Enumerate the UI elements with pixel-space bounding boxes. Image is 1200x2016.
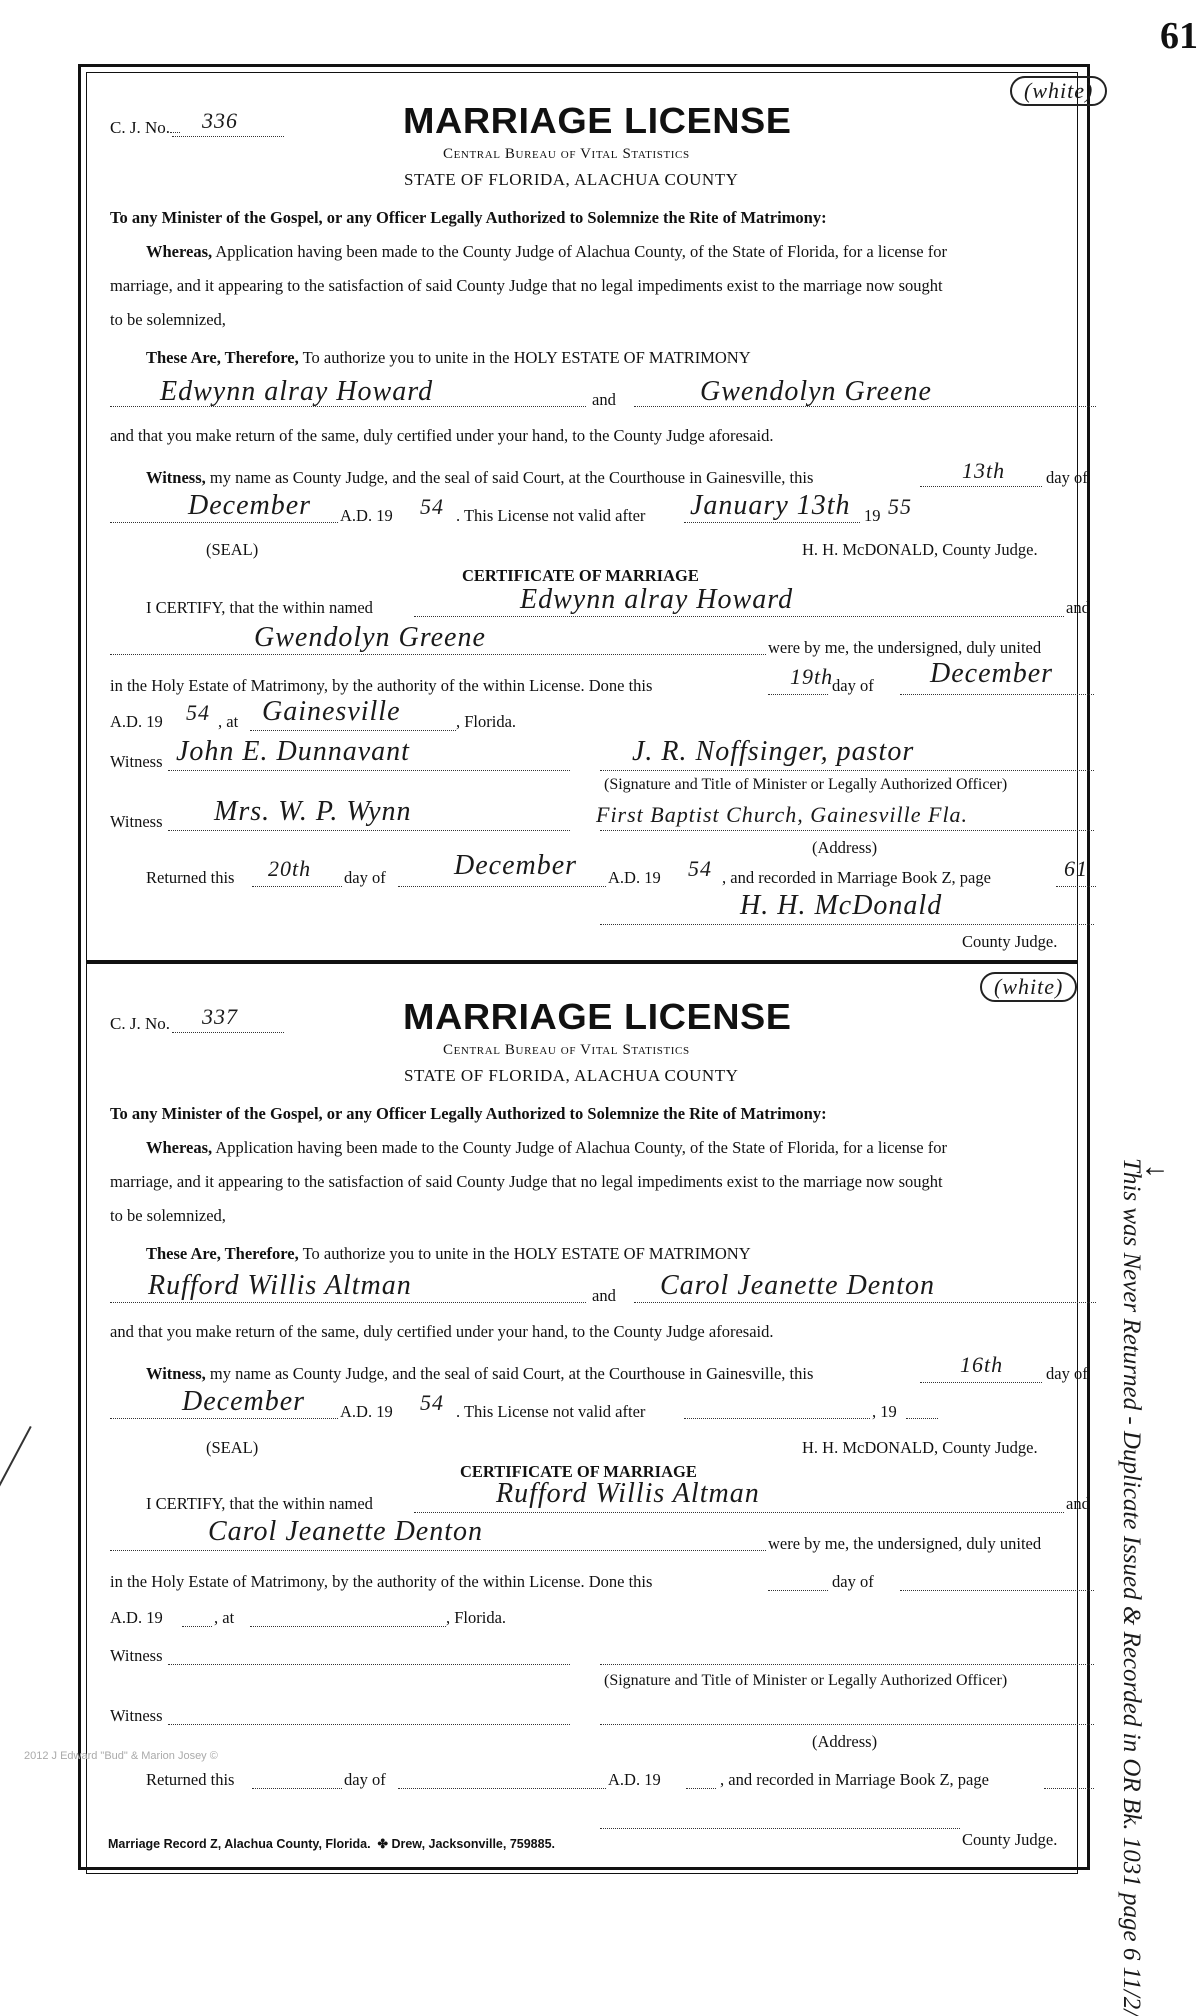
issue-day-2: 16th: [960, 1352, 1004, 1377]
groom-name: Edwynn alray Howard: [160, 376, 434, 407]
witness-text: my name as County Judge, and the seal of said Court, at the Courthouse in Gainesville, this: [209, 468, 814, 487]
cj-number: 336: [202, 108, 238, 133]
witness-2-label-2: Witness: [110, 1706, 163, 1725]
day-of-2: day of: [1046, 1364, 1088, 1383]
sig-caption: (Signature and Title of Minister or Legally Authorized Officer): [604, 776, 1008, 793]
whereas-label: Whereas,: [146, 242, 213, 261]
recorded-text: , and recorded in Marriage Book Z, page: [722, 868, 991, 887]
cert-bride-2: Carol Jeanette Denton: [208, 1516, 484, 1547]
issue-ad: [340, 506, 393, 526]
these-are-line: [146, 348, 751, 368]
margin-stroke: [0, 1426, 32, 1524]
judge-name: H. H. McDONALD, County Judge.: [802, 540, 1038, 559]
license-title-2: MARRIAGE LICENSE: [403, 996, 792, 1037]
these-are-line-2: [146, 1244, 751, 1264]
return-line-2: and that you make return of the same, duly certified under your hand, to the County Judge aforesaid.: [110, 1322, 774, 1341]
ad-prefix: A.D. 19: [340, 506, 393, 525]
county-judge-2: County Judge.: [962, 1830, 1058, 1849]
returned-year: 54: [688, 856, 712, 881]
race-note: (white): [1010, 76, 1107, 106]
footer-record: [108, 1836, 555, 1851]
footer-left: Marriage Record Z, Alachua County, Florida.: [108, 1837, 371, 1851]
address-caption-2: (Address): [812, 1732, 878, 1751]
judge-name-2: H. H. McDONALD, County Judge.: [802, 1438, 1038, 1457]
cert-groom-2: Rufford Willis Altman: [496, 1478, 760, 1509]
whereas-text-1-2: Application having been made to the County Judge of Alachua County, of the State of Florida, for a license for: [215, 1138, 947, 1157]
florida-word: , Florida.: [456, 712, 517, 731]
issue-day: 13th: [962, 458, 1006, 483]
certificate-title-2: CERTIFICATE OF MARRIAGE: [460, 1462, 697, 1481]
officiant-name: J. R. Noffsinger, pastor: [632, 736, 915, 767]
returned-day-of: day of: [344, 868, 386, 887]
cert-and: and: [1066, 598, 1090, 617]
returned-this: Returned this: [146, 868, 235, 887]
cert-and-2: and: [1066, 1494, 1090, 1513]
these-are-label: These Are, Therefore,: [146, 348, 299, 367]
florida-word-2: , Florida.: [446, 1608, 507, 1627]
returned-ad: A.D. 19: [608, 868, 661, 887]
address-caption: (Address): [812, 838, 878, 857]
issue-ad-2: A.D. 19: [340, 1402, 393, 1421]
issue-year-2: 54: [420, 1390, 444, 1415]
whereas-line-2: marriage, and it appearing to the satisfaction of said County Judge that no legal impediments exist to the marriage now sought: [110, 276, 943, 295]
cj-number-2: 337: [202, 1004, 238, 1029]
witness-label: Witness,: [146, 468, 206, 487]
witness-label-2: Witness,: [146, 1364, 206, 1383]
to-any-minister: To any Minister of the Gospel, or any Officer Legally Authorized to Solemnize the Rite of Matrimony:: [110, 208, 827, 227]
margin-note: This was Never Returned - Duplicate Issued & Recorded in OR Bk. 1031 page 6 11/2/: [1118, 1158, 1145, 2016]
these-are-label-2: These Are, Therefore,: [146, 1244, 299, 1263]
recorded-page: 61: [1064, 856, 1088, 881]
expire-year: 55: [888, 494, 912, 519]
expire-date: January 13th: [690, 490, 851, 521]
returned-this-2: Returned this: [146, 1770, 235, 1789]
whereas-text-1: Application having been made to the County Judge of Alachua County, of the State of Florida, for a license for: [215, 242, 947, 261]
and-word-2: and: [592, 1286, 616, 1305]
bride-name-2: Carol Jeanette Denton: [660, 1270, 936, 1301]
witness-2-label: Witness: [110, 812, 163, 831]
ad-done-prefix: A.D. 19: [110, 712, 163, 731]
witness-1-label: Witness: [110, 752, 163, 771]
race-note-2: (white): [980, 972, 1077, 1002]
united-text: were by me, the undersigned, duly united: [768, 638, 1042, 657]
cj-label-2: C. J. No.: [110, 1014, 170, 1033]
return-line: and that you make return of the same, duly certified under your hand, to the County Judge aforesaid.: [110, 426, 774, 445]
returned-ad-2: A.D. 19: [608, 1770, 661, 1789]
certificate-title: CERTIFICATE OF MARRIAGE: [462, 566, 699, 585]
printer-mark-icon: ✤: [377, 1837, 388, 1851]
page-number: 61: [1160, 15, 1198, 57]
bureau-line: Central Bureau of Vital Statistics: [443, 146, 690, 162]
and-word: and: [592, 390, 616, 409]
whereas-line-3-2: to be solemnized,: [110, 1206, 226, 1225]
judge-signature: H. H. McDonald: [740, 890, 943, 921]
these-are-text: To authorize you to unite in the HOLY ESTATE OF MATRIMONY: [302, 348, 751, 367]
whereas-line-1-2: [146, 1138, 947, 1158]
cj-label: [110, 118, 180, 138]
expire-prefix: 19: [864, 506, 881, 525]
issue-month-2: December: [182, 1386, 306, 1417]
license-divider: [86, 960, 1078, 964]
recorded-text-2: , and recorded in Marriage Book Z, page: [720, 1770, 989, 1789]
witness-1-name: John E. Dunnavant: [176, 736, 410, 767]
done-place: Gainesville: [262, 696, 401, 727]
state-line-2: STATE OF FLORIDA, ALACHUA COUNTY: [404, 1066, 739, 1085]
at-word: , at: [218, 712, 239, 731]
done-day-of: day of: [832, 676, 874, 695]
bride-name: Gwendolyn Greene: [700, 376, 932, 407]
witness-line: [146, 468, 813, 488]
margin-arrow-icon: ←: [1140, 1150, 1170, 1183]
sig-caption-2: (Signature and Title of Minister or Legally Authorized Officer): [604, 1672, 1008, 1689]
returned-day-of-2: day of: [344, 1770, 386, 1789]
cert-groom: Edwynn alray Howard: [520, 584, 794, 615]
cert-bride: Gwendolyn Greene: [254, 622, 486, 653]
witness-2-name: Mrs. W. P. Wynn: [214, 796, 412, 827]
whereas-line-3: to be solemnized,: [110, 310, 226, 329]
cj-label-text: C. J. No.: [110, 118, 170, 137]
done-year: 54: [186, 700, 210, 725]
bureau-line-2: Central Bureau of Vital Statistics: [443, 1042, 690, 1058]
whereas-line-1: [146, 242, 947, 262]
issue-month: December: [188, 490, 312, 521]
address: First Baptist Church, Gainesville Fla.: [596, 802, 969, 827]
returned-month: December: [454, 850, 578, 881]
whereas-label-2: Whereas,: [146, 1138, 213, 1157]
not-valid-text-2: . This License not valid after: [456, 1402, 646, 1421]
united-text-2: were by me, the undersigned, duly united: [768, 1534, 1042, 1553]
seal-label-2: (SEAL): [206, 1438, 259, 1457]
witness-text-2: my name as County Judge, and the seal of said Court, at the Courthouse in Gainesville, this: [209, 1364, 814, 1383]
done-month: December: [930, 658, 1054, 689]
whereas-line-2-2: marriage, and it appearing to the satisfaction of said County Judge that no legal impediments exist to the marriage now sought: [110, 1172, 943, 1191]
license-title: MARRIAGE LICENSE: [403, 100, 792, 141]
holy-estate-text-2: in the Holy Estate of Matrimony, by the authority of the within License. Done this: [110, 1572, 653, 1591]
state-line: STATE OF FLORIDA, ALACHUA COUNTY: [404, 170, 739, 189]
county-judge: County Judge.: [962, 932, 1058, 951]
witness-1-label-2: Witness: [110, 1646, 163, 1665]
not-valid-text: . This License not valid after: [456, 506, 646, 525]
done-day-of-2: day of: [832, 1572, 874, 1591]
certify-text: I CERTIFY, that the within named: [146, 598, 373, 617]
returned-day: 20th: [268, 856, 312, 881]
expire-tail-2: , 19: [872, 1402, 897, 1421]
to-any-minister-2: To any Minister of the Gospel, or any Officer Legally Authorized to Solemnize the Rite of Matrimony:: [110, 1104, 827, 1123]
done-day: 19th: [790, 664, 834, 689]
groom-name-2: Rufford Willis Altman: [148, 1270, 412, 1301]
issue-year: 54: [420, 494, 444, 519]
seal-label: (SEAL): [206, 540, 259, 559]
these-are-text-2: To authorize you to unite in the HOLY ESTATE OF MATRIMONY: [302, 1244, 751, 1263]
witness-line-2: [146, 1364, 813, 1384]
day-of: day of: [1046, 468, 1088, 487]
ad-blank-2: A.D. 19: [110, 1608, 163, 1627]
inner-border: [86, 72, 1078, 1874]
footer-printer: Drew, Jacksonville, 759885.: [391, 1837, 556, 1851]
copyright-watermark: 2012 J Edward "Bud" & Marion Josey ©: [24, 1750, 218, 1762]
certify-text-2: I CERTIFY, that the within named: [146, 1494, 373, 1513]
at-word-2: , at: [214, 1608, 235, 1627]
holy-estate-text: in the Holy Estate of Matrimony, by the authority of the within License. Done this: [110, 676, 653, 695]
